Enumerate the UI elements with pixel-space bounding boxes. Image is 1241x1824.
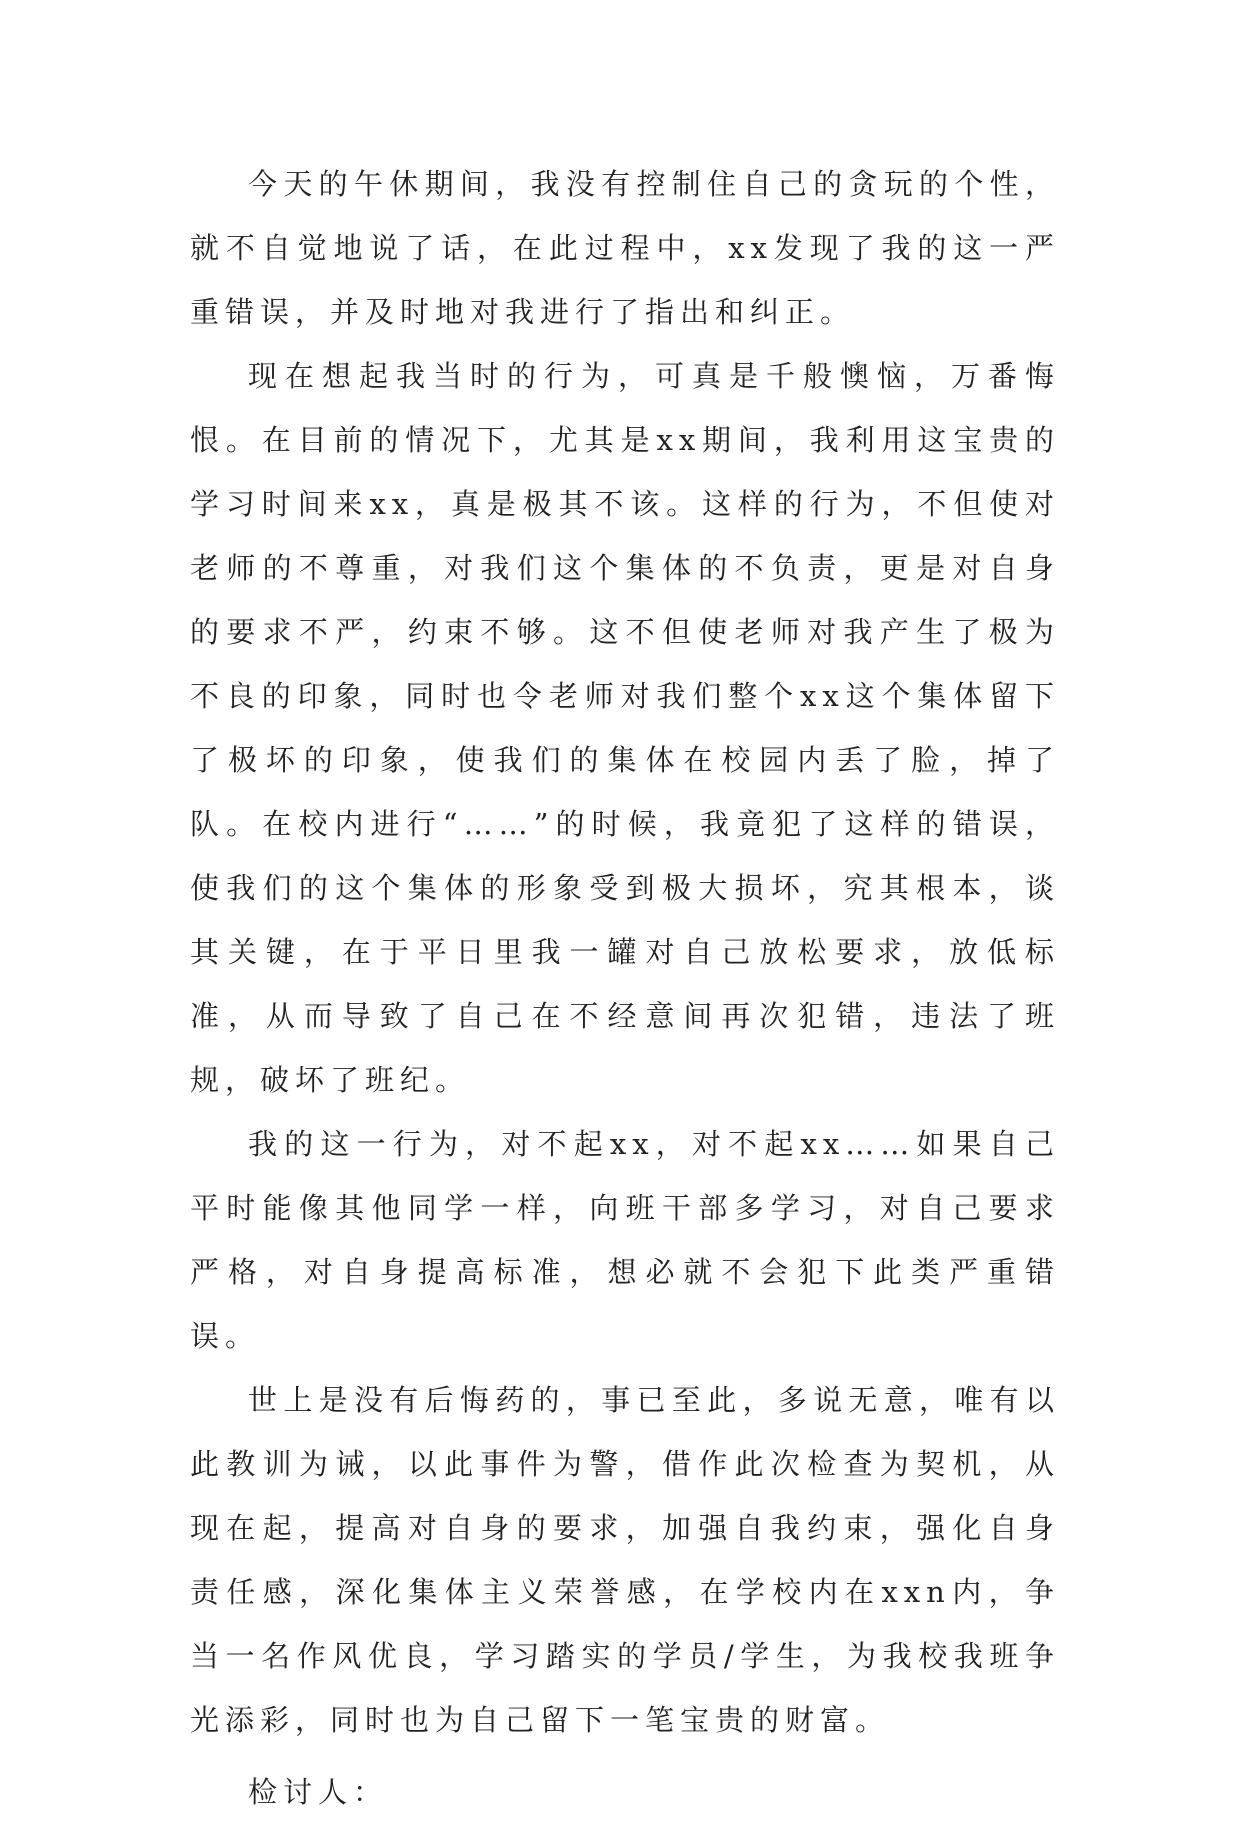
signature-line: 检讨人： [248, 1775, 389, 1809]
paragraph-3: 我的这一行为，对不起xx，对不起xx……如果自己平时能像其他同学一样，向班干部多学习，对自己要求严格，对自身提高标准，想必就不会犯下此类严重错误。 [190, 1127, 1060, 1353]
document-body [190, 152, 1060, 1824]
paragraph-1: 今天的午休期间，我没有控制住自己的贪玩的个性，就不自觉地说了话，在此过程中，xx发现了我的这一严重错误，并及时地对我进行了指出和纠正。 [190, 167, 1060, 329]
paragraph-4: 世上是没有后悔药的，事已至此，多说无意，唯有以此教训为诫，以此事件为警，借作此次检查为契机，从现在起，提高对自身的要求，加强自我约束，强化自身责任感，深化集体主义荣誉感，在学校内在xxn内，争当一名作风优良，学习踏实的学员/学生，为我校我班争光添彩，同时也为自己留下一笔宝贵的财富。 [190, 1383, 1060, 1737]
paragraph-2: 现在想起我当时的行为，可真是千般懊恼，万番悔恨。在目前的情况下，尤其是xx期间，我利用这宝贵的学习时间来xx，真是极其不该。这样的行为，不但使对老师的不尊重，对我们这个集体的不负责，更是对自身的要求不严，约束不够。这不但使老师对我产生了极为不良的印象，同时也令老师对我们整个xx这个集体留下了极坏的印象，使我们的集体在校园内丢了脸，掉了队。在校内进行“……”的时候，我竟犯了这样的错误，使我们的这个集体的形象受到极大损坏，究其根本，谈其关键，在于平日里我一罐对自己放松要求，放低标准，从而导致了自己在不经意间再次犯错，违法了班规，破坏了班纪。 [190, 359, 1060, 1097]
